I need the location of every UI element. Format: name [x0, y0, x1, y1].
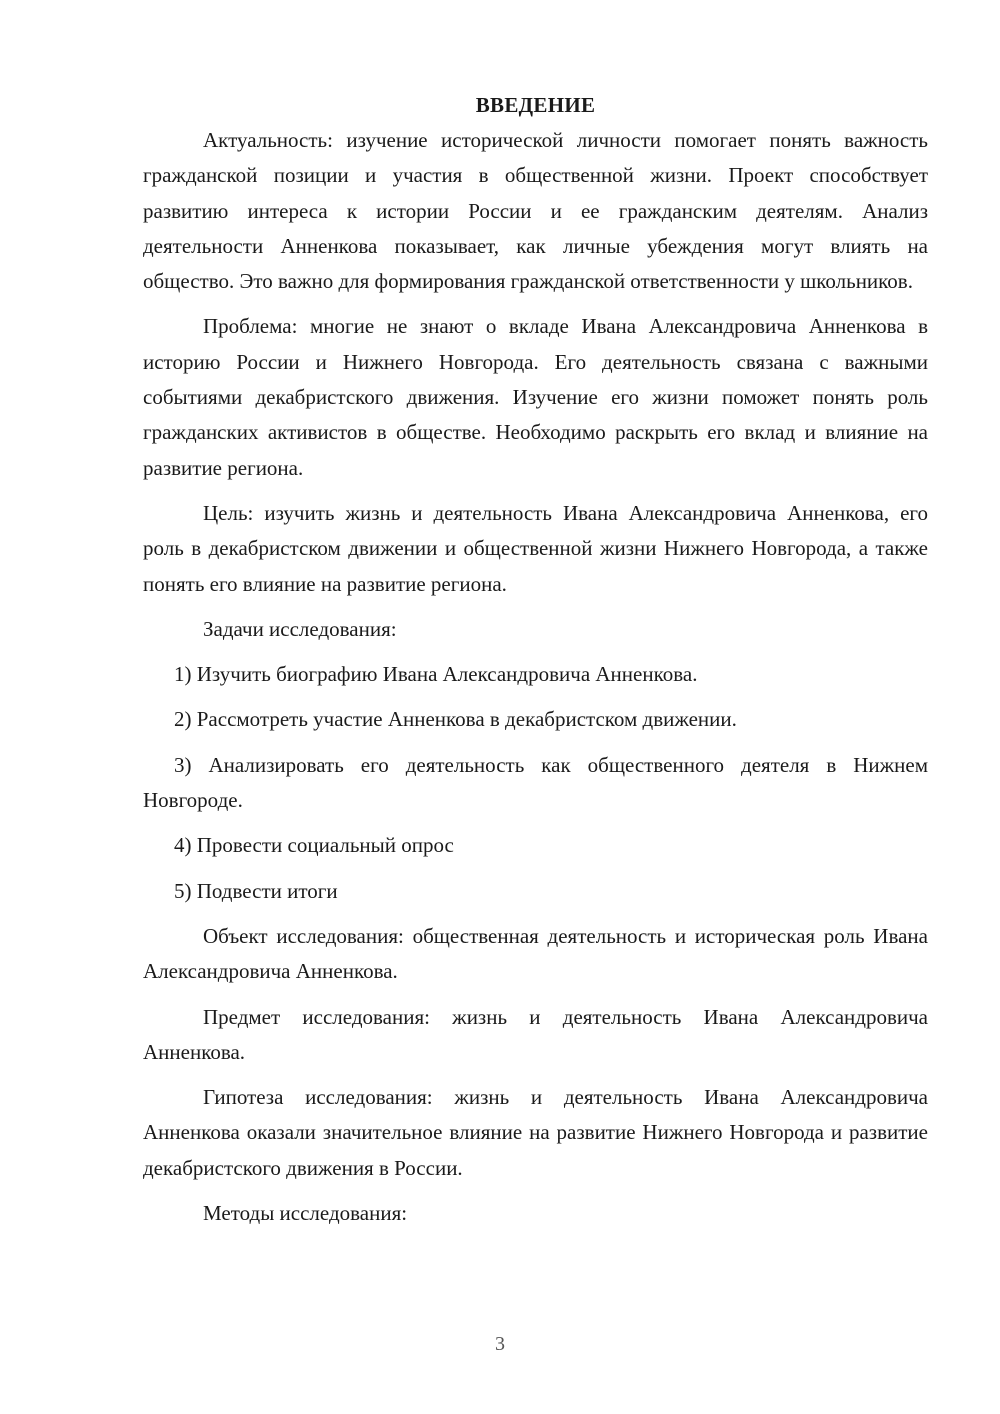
- methods-heading: Методы исследования:: [203, 1201, 408, 1226]
- paragraph-subject: Предмет исследования: жизнь и деятельность Ивана Александровича Анненкова.: [143, 1004, 928, 1064]
- paragraph-problem: Проблема: многие не знают о вкладе Ивана Александровича Анненкова в историю России и Нижнего Новгорода. Его деятельность связана с важными событиями декабристского движения. Изучение его жизни поможет понять роль гражданских активистов в обществе. Необходимо раскрыть его вклад и влияние на развитие региона.: [143, 314, 928, 480]
- task-item-5: 5) Подвести итоги: [174, 878, 338, 903]
- document-page: [143, 88, 928, 1241]
- section-title: ВВЕДЕНИЕ: [475, 93, 596, 117]
- paragraph-relevance: Актуальность: изучение исторической личности помогает понять важность гражданской позиции и участия в общественной жизни. Проект способствует развитию интереса к истории России и ее гражданским деятелям. Анализ деятельности Анненкова показывает, как личные убеждения могут влиять на общество. Это важно для формирования гражданской ответственности у школьников.: [143, 128, 928, 294]
- task-item-4: 4) Провести социальный опрос: [174, 833, 454, 858]
- paragraph-object: Объект исследования: общественная деятельность и историческая роль Ивана Александровича Анненкова.: [143, 923, 928, 984]
- task-item-2: 2) Рассмотреть участие Анненкова в декабристском движении.: [174, 707, 737, 732]
- page-number: 3: [495, 1333, 505, 1355]
- tasks-heading: Задачи исследования:: [203, 616, 397, 641]
- task-item-3: 3) Анализировать его деятельность как общественного деятеля в Нижнем Новгороде.: [143, 752, 928, 813]
- task-item-1: 1) Изучить биографию Ивана Александровича Анненкова.: [174, 662, 698, 687]
- paragraph-hypothesis: Гипотеза исследования: жизнь и деятельность Ивана Александровича Анненкова оказали значительное влияние на развитие Нижнего Новгорода и развитие декабристского движения в России.: [143, 1085, 928, 1180]
- paragraph-goal: Цель: изучить жизнь и деятельность Ивана Александровича Анненкова, его роль в декабристском движении и общественной жизни Нижнего Новгорода, а также понять его влияние на развитие региона.: [143, 500, 928, 596]
